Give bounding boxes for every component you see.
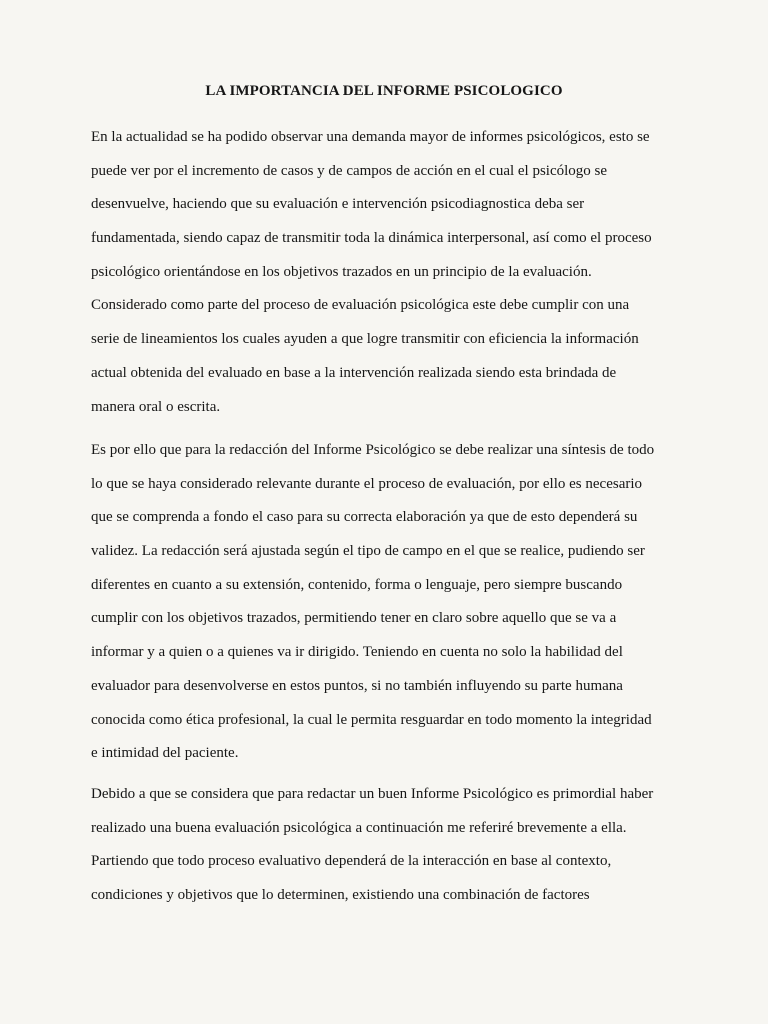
text-line: serie de lineamientos los cuales ayuden a que logre transmitir con eficiencia la información [91, 331, 639, 348]
text-line: validez. La redacción será ajustada según el tipo de campo en el que se realice, pudiendo ser [91, 543, 645, 560]
text-line: Partiendo que todo proceso evaluativo dependerá de la interacción en base al contexto, [91, 853, 612, 870]
paragraph-3 [91, 778, 691, 913]
text-line: fundamentada, siendo capaz de transmitir toda la dinámica interpersonal, así como el proceso [91, 230, 652, 247]
text-line: desenvuelve, haciendo que su evaluación e intervención psicodiagnostica deba ser [91, 196, 585, 213]
text-line: Debido a que se considera que para redactar un buen Informe Psicológico es primordial haber [91, 786, 654, 802]
text-line: e intimidad del paciente. [91, 745, 239, 762]
document-title: LA IMPORTANCIA DEL INFORME PSICOLOGICO [205, 83, 563, 99]
text-line: conocida como ética profesional, la cual le permita resguardar en todo momento la integridad [91, 711, 652, 728]
text-line: que se comprenda a fondo el caso para su correcta elaboración ya que de esto dependerá su [91, 509, 638, 526]
paragraph-1 [91, 121, 691, 424]
text-line: diferentes en cuanto a su extensión, contenido, forma o lenguaje, pero siempre buscando [91, 576, 623, 593]
text-line: evaluador para desenvolverse en estos puntos, si no también influyendo su parte humana [91, 677, 623, 694]
text-line: Es por ello que para la redacción del Informe Psicológico se debe realizar una síntesis de todo [91, 442, 655, 458]
text-line: cumplir con los objetivos trazados, permitiendo tener en claro sobre aquello que se va a [91, 610, 617, 627]
text-line: lo que se haya considerado relevante durante el proceso de evaluación, por ello es necesario [91, 475, 643, 492]
text-line: informar y a quien o a quienes va ir dirigido. Teniendo en cuenta no solo la habilidad del [91, 644, 623, 661]
text-line: puede ver por el incremento de casos y de campos de acción en el cual el psicólogo se [91, 162, 608, 179]
text-line: Considerado como parte del proceso de evaluación psicológica este debe cumplir con una [91, 297, 630, 314]
text-line: manera oral o escrita. [91, 398, 221, 415]
text-line: En la actualidad se ha podido observar una demanda mayor de informes psicológicos, esto se [91, 129, 650, 145]
text-line: psicológico orientándose en los objetivos trazados en un principio de la evaluación. [91, 263, 592, 280]
paragraph-2 [91, 434, 691, 771]
text-line: condiciones y objetivos que lo determinen, existiendo una combinación de factores [91, 887, 590, 904]
text-line: realizado una buena evaluación psicológica a continuación me referiré brevemente a ella. [91, 819, 627, 836]
text-line: actual obtenida del evaluado en base a la intervención realizada siendo esta brindada de [91, 364, 617, 381]
